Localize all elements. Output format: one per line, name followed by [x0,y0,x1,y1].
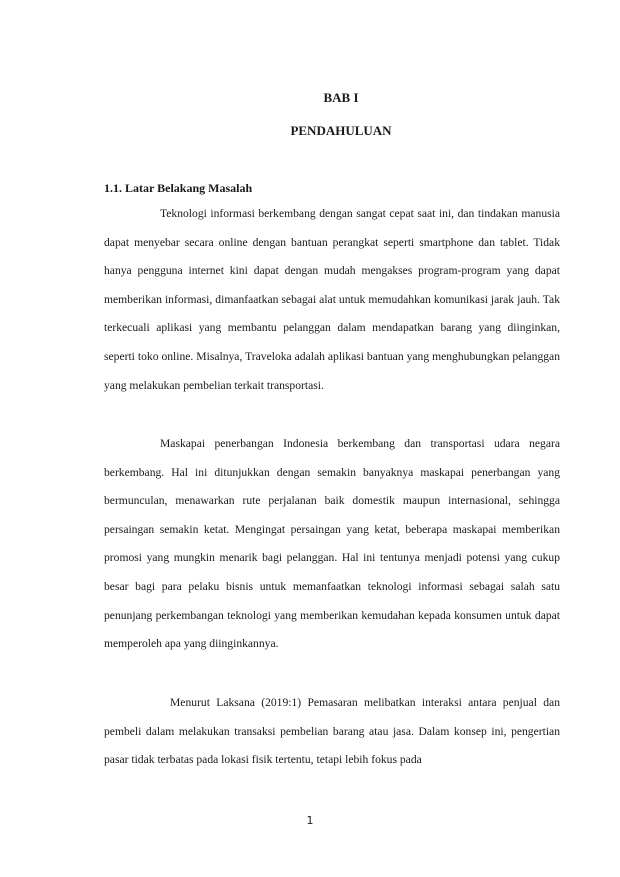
paragraph: Menurut Laksana (2019:1) Pemasaran melibatkan interaksi antara penjual dan pembeli dalam melakukan transaksi pembelian barang atau jasa. Dalam konsep ini, pengertian pasar tidak terbatas pada lokasi fisik tertentu, tetapi lebih fokus pada [104,696,560,767]
page-number: 1 [306,814,314,827]
chapter-title: PENDAHULUAN [290,123,392,138]
paragraph: Teknologi informasi berkembang dengan sangat cepat saat ini, dan tindakan manusia dapat menyebar secara online dengan bantuan perangkat seperti smartphone dan tablet. Tidak hanya pengguna internet kini dapat dengan mudah mengakses program-program yang dapat memberikan informasi, dimanfaatkan sebagai alat untuk memudahkan komunikasi jarak jauh. Tak terkecuali aplikasi yang membantu pelanggan dalam mendapatkan barang yang diinginkan, seperti toko online. Misalnya, Traveloka adalah aplikasi bantuan yang menghubungkan pelanggan yang melakukan pembelian terkait transportasi. [104,207,560,392]
section-heading: 1.1. Latar Belakang Masalah [104,181,253,195]
chapter-label: BAB I [323,90,359,105]
paragraph: Maskapai penerbangan Indonesia berkembang dan transportasi udara negara berkembang. Hal ini ditunjukkan dengan semakin banyaknya maskapai penerbangan yang bermunculan, menawarkan rute perjalanan baik domestik maupun internasional, sehingga persaingan semakin ketat. Mengingat persaingan yang ketat, beberapa maskapai memberikan promosi yang mungkin menarik bagi pelanggan. Hal ini tentunya menjadi potensi yang cukup besar bagi para pelaku bisnis untuk memanfaatkan teknologi informasi sebagai salah satu penunjang perkembangan teknologi yang memberikan kemudahan kepada konsumen untuk dapat memperoleh apa yang diinginkannya. [104,437,560,651]
